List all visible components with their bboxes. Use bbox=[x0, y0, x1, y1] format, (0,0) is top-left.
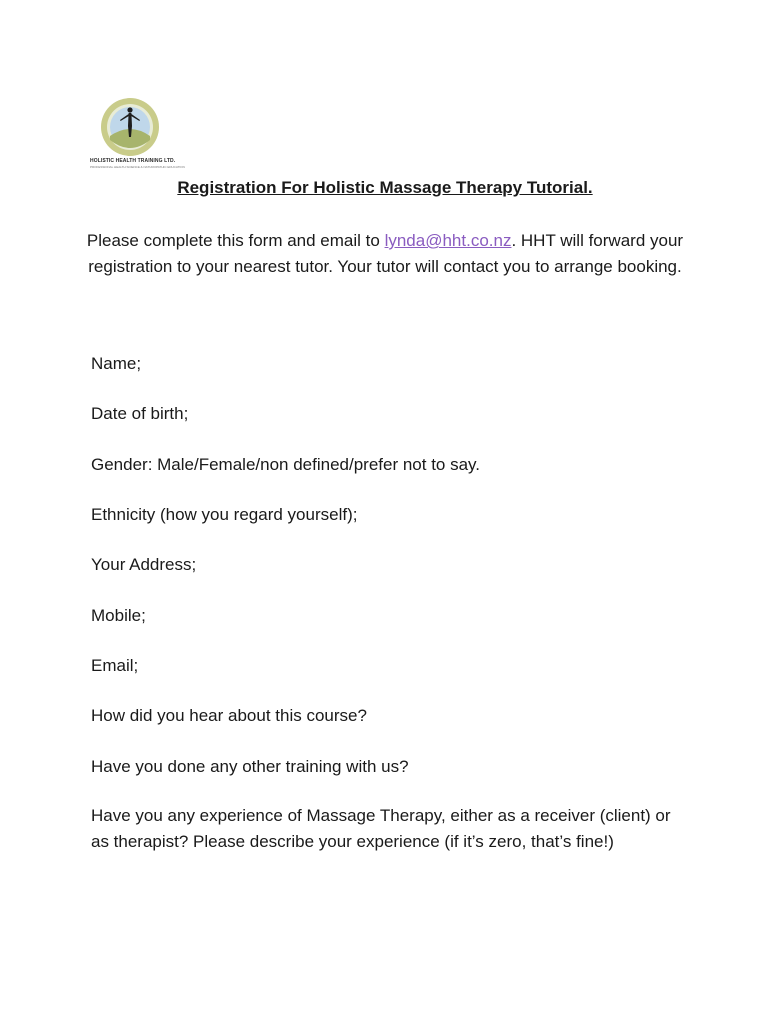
field-mobile-label: Mobile; bbox=[91, 606, 146, 625]
logo-company-name: HOLISTIC HEALTH TRAINING LTD. bbox=[90, 158, 176, 164]
company-logo bbox=[90, 96, 185, 174]
field-hear-label: How did you hear about this course? bbox=[91, 706, 367, 725]
field-name-label: Name; bbox=[91, 354, 142, 373]
page-title: Registration For Holistic Massage Therapy Tutorial. bbox=[177, 178, 593, 197]
email-link[interactable]: lynda@hht.co.nz bbox=[384, 231, 512, 250]
intro-text-before: Please complete this form and email to bbox=[86, 231, 385, 250]
field-ethnicity-label: Ethnicity (how you regard yourself); bbox=[91, 505, 358, 524]
intro-paragraph bbox=[70, 228, 700, 280]
field-email-label: Email; bbox=[91, 656, 139, 675]
field-address-label: Your Address; bbox=[91, 555, 197, 574]
intro-text-after: . HHT will forward your registration to your nearest tutor. Your tutor will contact you to arrange booking. bbox=[88, 231, 684, 276]
field-dob-label: Date of birth; bbox=[91, 404, 189, 423]
field-training-label: Have you done any other training with us? bbox=[91, 757, 409, 776]
field-gender-label: Gender: Male/Female/non defined/prefer not to say. bbox=[91, 455, 481, 474]
logo-tagline: PROFESSIONAL HEALTH SCIENCE & NATUROPATHIC EDUCATION bbox=[90, 165, 185, 169]
field-experience-label: Have you any experience of Massage Therapy, either as a receiver (client) or as therapist? Please describe your experience (if it’s zero, that’s fine!) bbox=[91, 806, 671, 851]
logo-emblem-icon bbox=[90, 96, 176, 158]
